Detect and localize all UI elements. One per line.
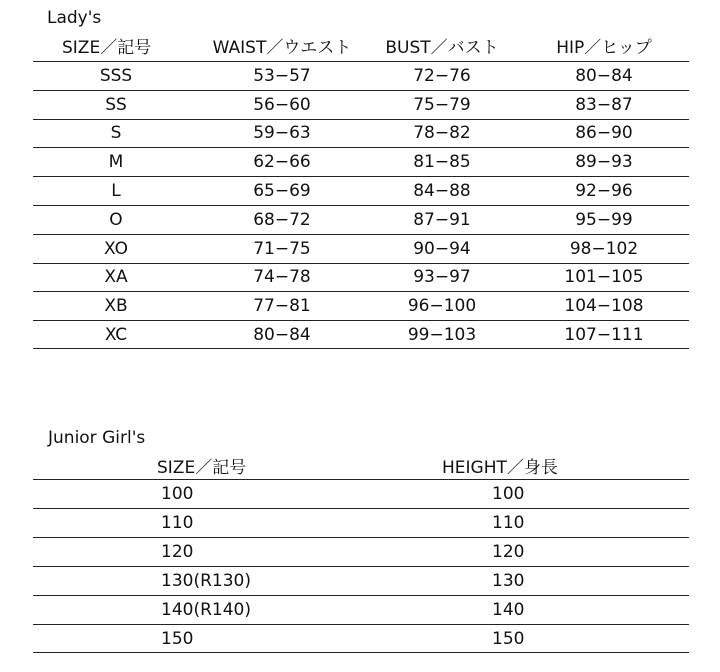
table-row bbox=[33, 595, 689, 624]
table-cell: 140(R140) bbox=[161, 600, 251, 620]
table-cell: 140 bbox=[492, 600, 525, 620]
ladies-title: Lady's bbox=[47, 8, 102, 28]
table-cell: XC bbox=[104, 324, 128, 345]
header-height: HEIGHT／身長 bbox=[442, 458, 558, 478]
junior-size-table bbox=[33, 452, 689, 653]
table-cell: 120 bbox=[161, 542, 194, 562]
junior-header-row bbox=[33, 452, 689, 479]
table-cell: 83−87 bbox=[575, 94, 633, 115]
table-cell: 150 bbox=[492, 628, 525, 649]
table-row bbox=[33, 566, 689, 595]
table-row bbox=[33, 119, 689, 148]
table-cell: 71−75 bbox=[253, 238, 311, 259]
table-cell: 74−78 bbox=[253, 267, 311, 288]
table-cell: 92−96 bbox=[575, 181, 633, 202]
table-cell: 93−97 bbox=[413, 267, 471, 288]
table-cell: 72−76 bbox=[413, 65, 471, 86]
table-cell: S bbox=[110, 123, 122, 144]
table-row bbox=[33, 624, 689, 653]
junior-title: Junior Girl's bbox=[48, 428, 146, 448]
table-cell: 81−85 bbox=[413, 152, 471, 173]
ladies-rows bbox=[33, 61, 689, 349]
table-cell: 120 bbox=[492, 542, 525, 562]
table-cell: XB bbox=[104, 296, 128, 317]
table-cell: 101−105 bbox=[564, 267, 644, 288]
table-cell: 78−82 bbox=[413, 123, 471, 144]
table-cell: 75−79 bbox=[413, 94, 471, 115]
table-cell: 99−103 bbox=[407, 324, 477, 345]
header-bust: BUST／バスト bbox=[385, 38, 499, 58]
table-row bbox=[33, 263, 689, 292]
table-row bbox=[33, 291, 689, 320]
table-cell: 130 bbox=[492, 571, 525, 591]
table-row bbox=[33, 90, 689, 119]
ladies-header-row bbox=[33, 30, 689, 61]
table-row bbox=[33, 176, 689, 205]
table-cell: 110 bbox=[161, 513, 194, 533]
table-cell: O bbox=[109, 209, 123, 230]
table-cell: M bbox=[108, 152, 124, 173]
table-row bbox=[33, 479, 689, 508]
header-waist: WAIST／ウエスト bbox=[212, 38, 352, 58]
table-cell: 62−66 bbox=[253, 152, 311, 173]
table-cell: 53−57 bbox=[253, 65, 311, 86]
table-row bbox=[33, 234, 689, 263]
table-cell: L bbox=[111, 181, 121, 202]
ladies-size-table bbox=[33, 30, 689, 349]
table-row bbox=[33, 205, 689, 234]
table-row bbox=[33, 61, 689, 90]
table-cell: 107−111 bbox=[564, 324, 644, 345]
table-cell: 95−99 bbox=[575, 209, 633, 230]
table-cell: 110 bbox=[492, 513, 525, 533]
table-cell: 59−63 bbox=[253, 123, 311, 144]
table-cell: XA bbox=[104, 267, 128, 288]
table-cell: 84−88 bbox=[413, 181, 471, 202]
table-cell: 89−93 bbox=[575, 152, 633, 173]
table-cell: 86−90 bbox=[575, 123, 633, 144]
table-row bbox=[33, 147, 689, 176]
table-cell: 90−94 bbox=[413, 238, 471, 259]
table-cell: 68−72 bbox=[253, 209, 311, 230]
table-cell: 98−102 bbox=[569, 238, 639, 259]
table-cell: SSS bbox=[99, 65, 133, 86]
table-cell: 80−84 bbox=[253, 324, 311, 345]
header-size: SIZE／記号 bbox=[62, 38, 152, 58]
table-cell: 104−108 bbox=[564, 296, 644, 317]
table-cell: 100 bbox=[161, 484, 194, 504]
table-cell: 96−100 bbox=[407, 296, 477, 317]
table-row bbox=[33, 537, 689, 566]
table-cell: 77−81 bbox=[253, 296, 311, 317]
header-hip: HIP／ヒップ bbox=[556, 38, 652, 58]
table-row bbox=[33, 508, 689, 537]
table-cell: 100 bbox=[492, 484, 525, 504]
table-cell: 80−84 bbox=[575, 65, 633, 86]
table-cell: SS bbox=[105, 94, 127, 115]
table-cell: 87−91 bbox=[413, 209, 471, 230]
table-cell: 150 bbox=[161, 628, 194, 649]
table-cell: 65−69 bbox=[253, 181, 311, 202]
header-size: SIZE／記号 bbox=[157, 458, 247, 478]
table-cell: 56−60 bbox=[253, 94, 311, 115]
table-row bbox=[33, 320, 689, 349]
junior-rows bbox=[33, 479, 689, 653]
table-cell: 130(R130) bbox=[161, 571, 251, 591]
table-cell: XO bbox=[104, 238, 128, 259]
